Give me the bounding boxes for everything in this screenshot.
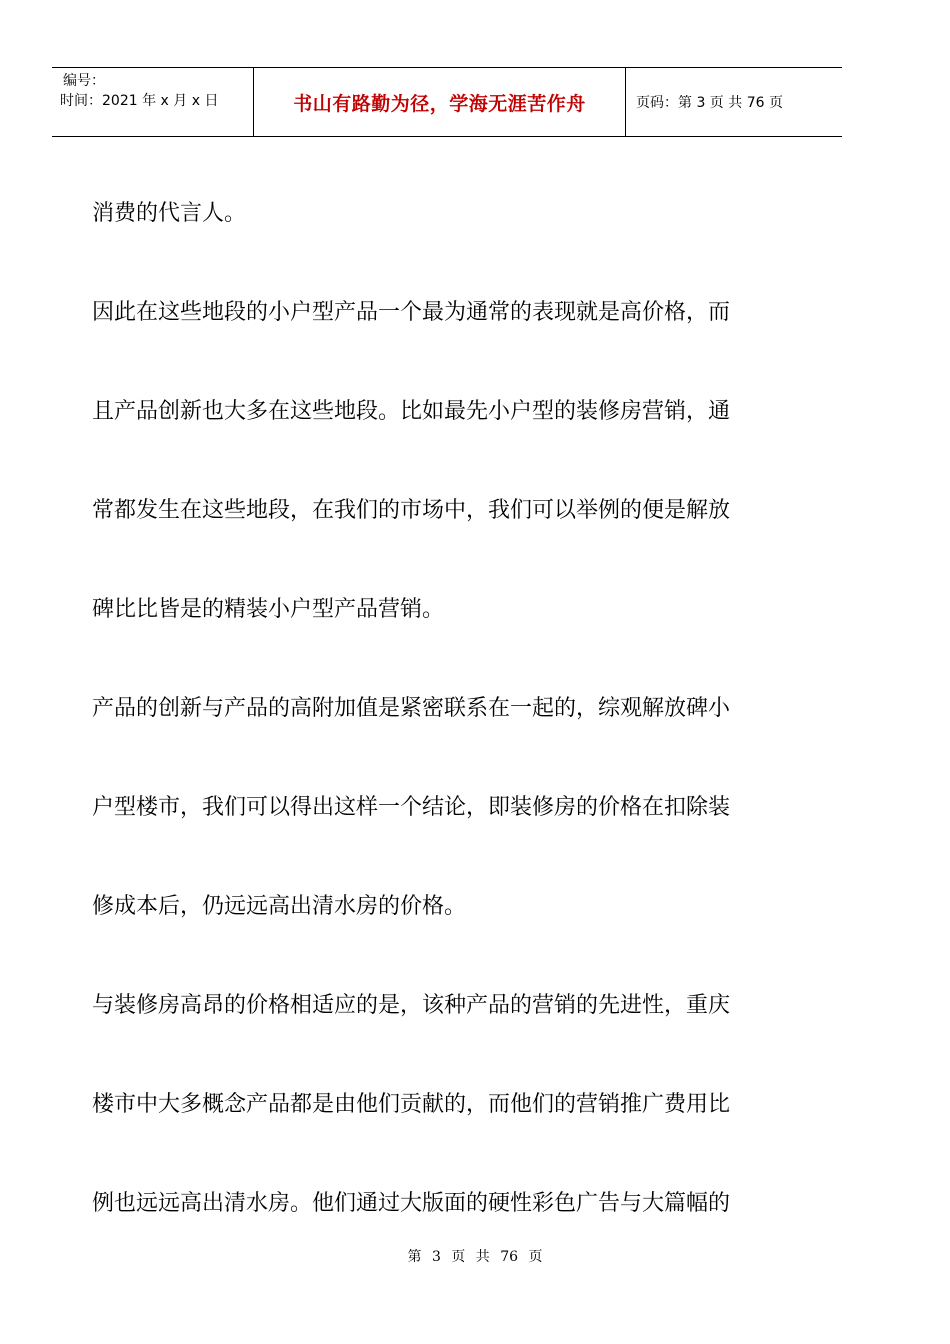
header-meta-cell <box>52 68 254 136</box>
body-line: 楼市中大多概念产品都是由他们贡献的，而他们的营销推广费用比 <box>92 1092 731 1117</box>
body-line: 因此在这些地段的小户型产品一个最为通常的表现就是高价格，而 <box>92 300 731 325</box>
body-line: 产品的创新与产品的高附加值是紧密联系在一起的，综观解放碑小 <box>92 696 731 721</box>
document-body <box>92 170 812 1253</box>
document-time-label: 时间：2021 年 x 月 x 日 <box>60 93 219 109</box>
body-line: 修成本后，仍远远高出清水房的价格。 <box>92 894 467 919</box>
body-line: 且产品创新也大多在这些地段。比如最先小户型的装修房营销，通 <box>92 399 731 424</box>
body-line: 户型楼市，我们可以得出这样一个结论，即装修房的价格在扣除装 <box>92 795 731 820</box>
header-motto-cell <box>254 68 626 136</box>
body-line: 消费的代言人。 <box>92 201 247 226</box>
page-footer: 第 3 页 共 76 页 <box>407 1249 543 1265</box>
body-line: 例也远远高出清水房。他们通过大版面的硬性彩色广告与大篇幅的 <box>92 1191 731 1216</box>
page-header <box>52 67 842 137</box>
header-motto: 书山有路勤为径，学海无涯苦作舟 <box>293 92 586 115</box>
document-number-label: 编号： <box>63 73 105 89</box>
body-line: 与装修房高昂的价格相适应的是，该种产品的营销的先进性，重庆 <box>92 993 731 1018</box>
header-page-cell <box>626 68 842 136</box>
header-page-info: 页码：第 3 页 共 76 页 <box>636 95 783 111</box>
body-line: 碑比比皆是的精装小户型产品营销。 <box>92 597 445 622</box>
body-line: 常都发生在这些地段，在我们的市场中，我们可以举例的便是解放 <box>92 498 731 523</box>
